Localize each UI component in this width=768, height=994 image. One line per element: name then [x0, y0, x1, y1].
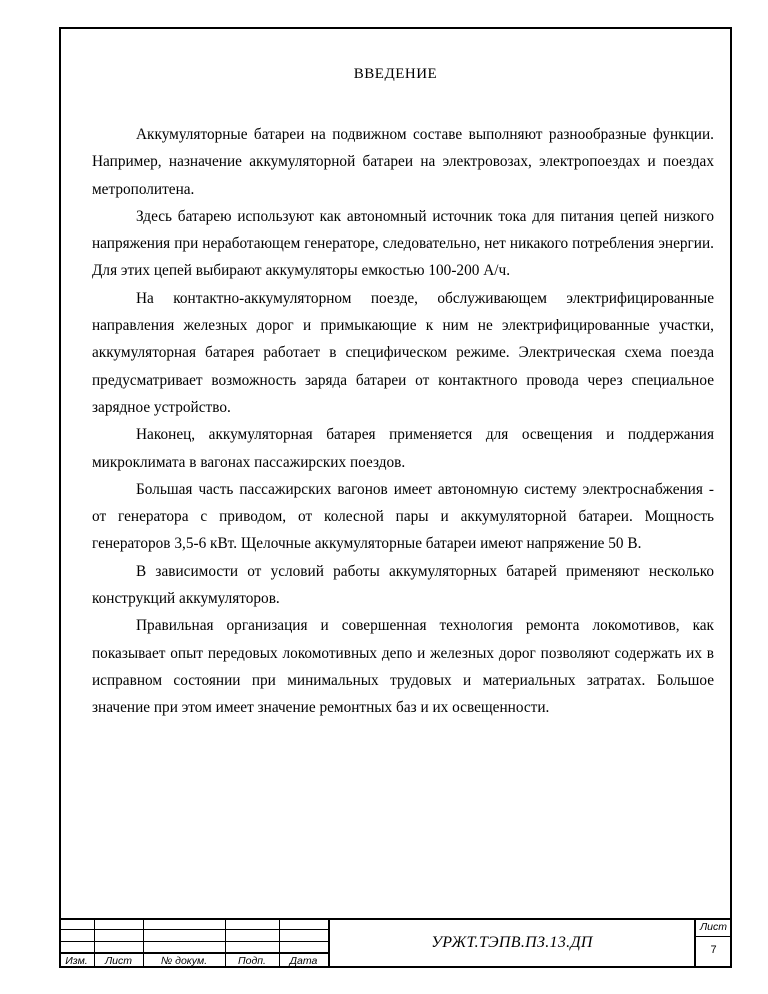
- document-body: [92, 121, 714, 722]
- stamp-row-line: [59, 929, 329, 930]
- stamp-label-data: Дата: [289, 955, 318, 967]
- stamp-label-list: Лист: [104, 955, 133, 967]
- sheet-label: Лист: [699, 921, 728, 933]
- paragraph: Здесь батарею используют как автономный источник тока для питания цепей низкого напряжения при неработающем генераторе, следовательно, нет никакого потребления энергии. Для этих цепей выбирают аккумуляторы емкостью 100-200 А/ч.: [92, 207, 714, 280]
- paragraph: На контактно-аккумуляторном поезде, обслуживающем электрифицированные направления железных дорог и примыкающие к ним не электрифицированные участки, аккумуляторная батарея работает в специфическом режиме. Электрическая схема поезда предусматривает возможность заряда батареи от контактного провода через специальное зарядное устройство.: [92, 289, 714, 416]
- paragraph: Наконец, аккумуляторная батарея применяется для освещения и поддержания микроклимата в вагонах пассажирских поездов.: [92, 426, 714, 471]
- paragraph: В зависимости от условий работы аккумуляторных батарей применяют несколько конструкций аккумуляторов.: [92, 562, 714, 608]
- document-code: УРЖТ.ТЭПВ.ПЗ.13.ДП: [431, 934, 593, 951]
- title-block-stamp: [59, 918, 732, 968]
- stamp-label-izm: Изм.: [65, 955, 88, 967]
- stamp-row-line: [59, 941, 329, 942]
- stamp-label-podp: Подп.: [238, 955, 266, 967]
- paragraph: Большая часть пассажирских вагонов имеет автономную систему электроснабжения - от генератора с приводом, от колесной пары и аккумуляторной батареи. Мощность генераторов 3,5-6 кВт. Щелочные аккумуляторные батареи имеют напряжение 50 В.: [92, 480, 714, 553]
- paragraph: Аккумуляторные батареи на подвижном составе выполняют разнообразные функции. Например, назначение аккумуляторной батареи на электровозах, электропоездах и поездах метрополитена.: [92, 126, 714, 198]
- paragraph: Правильная организация и совершенная технология ремонта локомотивов, как показывает опыт передовых локомотивных депо и железных дорог позволяют содержать их в исправном состоянии при минимальных трудовых и материальных затратах. Большое значение при этом имеет значение ремонтных баз и их освещенности.: [92, 617, 714, 717]
- stamp-label-docnum: № докум.: [160, 955, 208, 967]
- page-title: ВВЕДЕНИЕ: [353, 66, 438, 82]
- sheet-divider: [695, 936, 732, 937]
- sheet-number: 7: [710, 944, 717, 956]
